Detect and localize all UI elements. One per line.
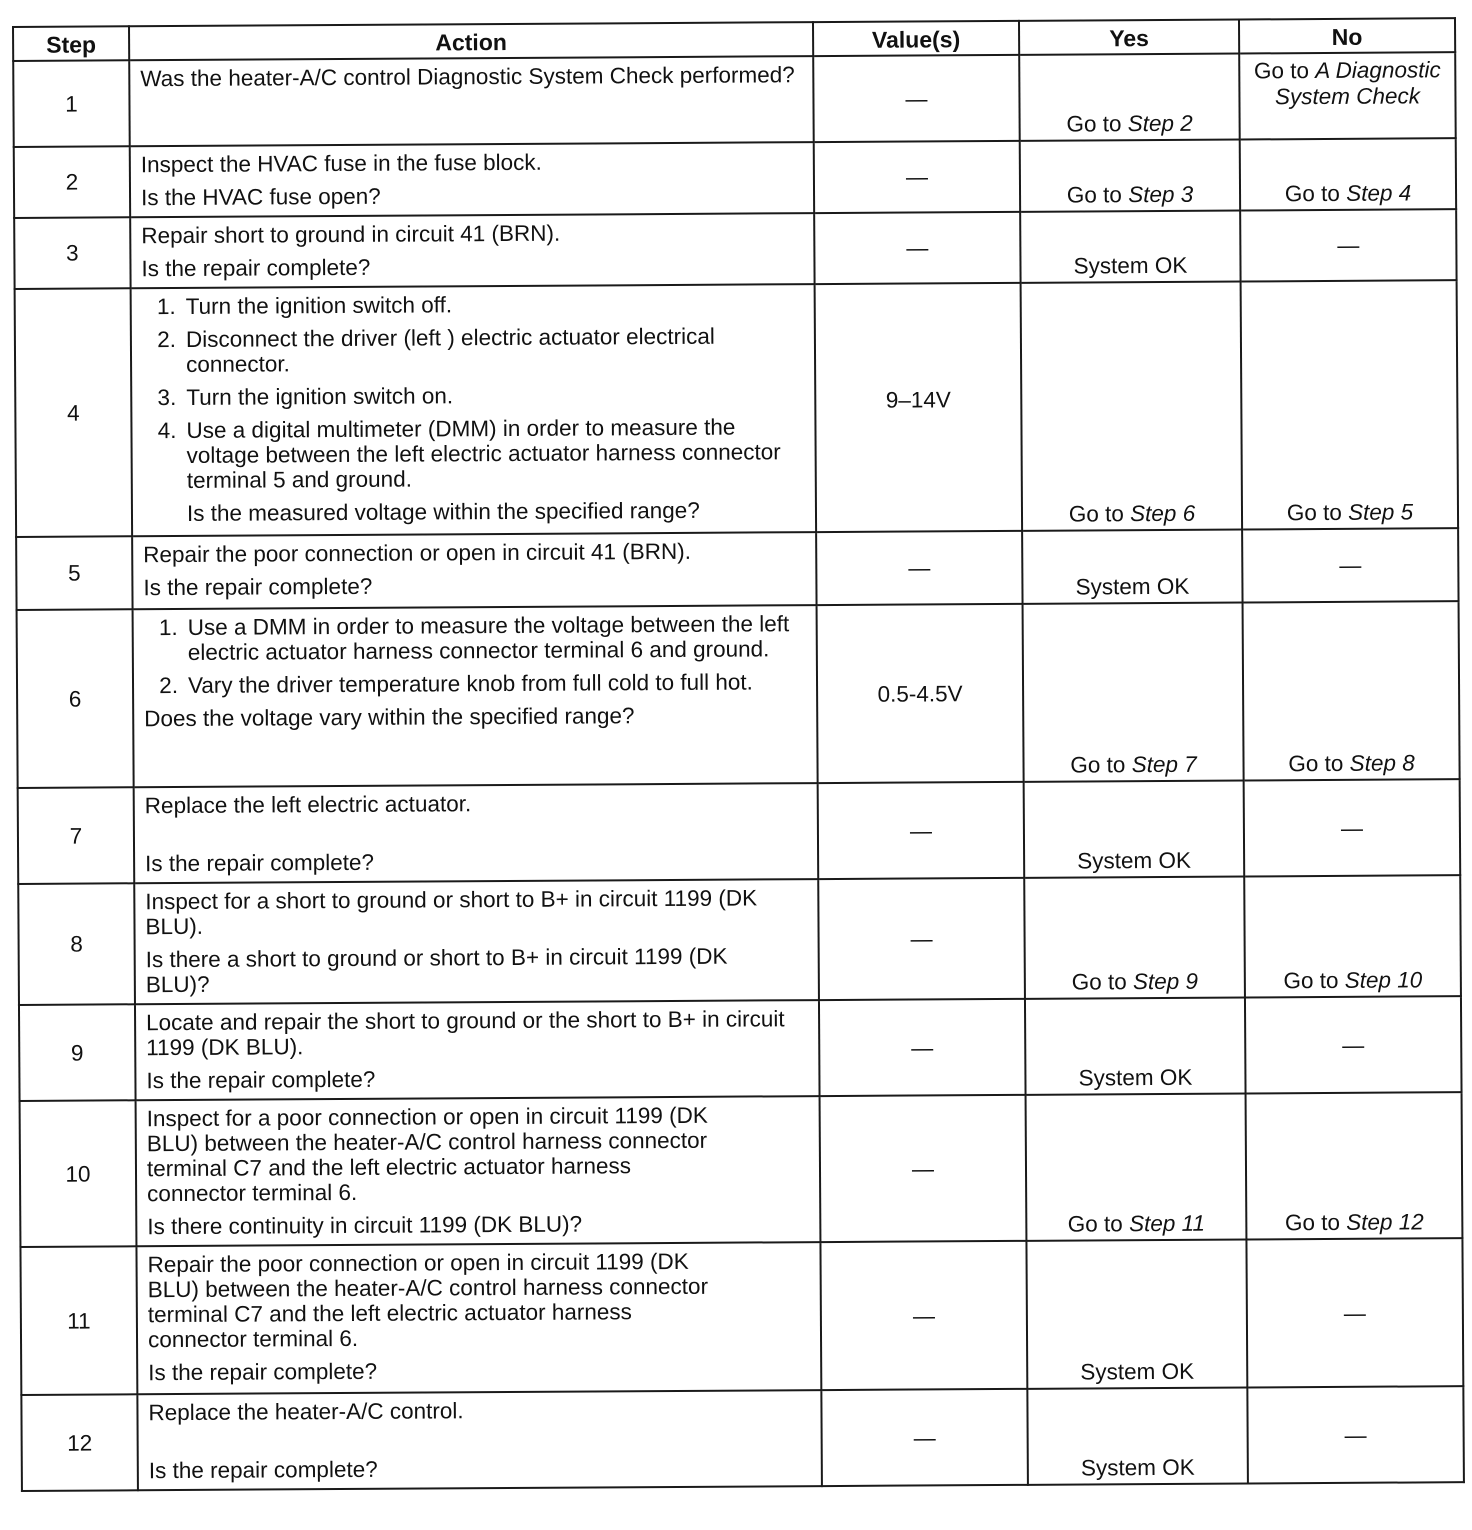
yes-prefix: Go to (1066, 182, 1122, 208)
action-question: Does the voltage vary within the specified range? (144, 703, 635, 732)
table-row (15, 280, 1458, 537)
yes-text: System OK (1078, 1064, 1193, 1091)
action-line: Locate and repair the short to ground or the short to B+ in circuit 1199 (DK BLU). (146, 1006, 785, 1061)
no-step-link: A Diagnostic System Check (1274, 57, 1441, 110)
yes-cell (1024, 780, 1245, 877)
yes-prefix: Go to (1067, 1211, 1123, 1237)
yes-cell (1019, 54, 1240, 141)
yes-text: System OK (1075, 573, 1190, 600)
action-question: Is the measured voltage within the specified range? (186, 497, 700, 526)
value-cell (818, 782, 1025, 879)
no-step-link: Step 4 (1346, 180, 1412, 206)
yes-cell (1026, 1093, 1247, 1240)
value-cell (821, 1389, 1028, 1486)
no-prefix: Go to (1286, 499, 1342, 526)
value-cell (820, 1241, 1027, 1390)
action-cell (134, 783, 819, 883)
yes-step-link: Step 9 (1132, 968, 1199, 995)
value-text: — (913, 1424, 936, 1451)
value-cell (815, 283, 1023, 532)
step-number: 3 (14, 217, 130, 289)
yes-prefix: Go to (1071, 969, 1127, 995)
step-number: 9 (19, 1004, 136, 1101)
value-cell (814, 141, 1020, 213)
header-action: Action (129, 22, 813, 60)
table-row (18, 875, 1461, 1005)
yes-step-link: Step 6 (1130, 500, 1196, 527)
yes-step-link: Step 3 (1128, 181, 1194, 208)
action-item: 3. Turn the ignition switch on. (157, 383, 454, 411)
action-line: Inspect the HVAC fuse in the fuse block. (140, 149, 542, 178)
table-row (21, 1386, 1464, 1491)
yes-cell (1020, 211, 1240, 283)
value-text: — (910, 926, 933, 952)
yes-text: System OK (1080, 1454, 1195, 1481)
value-cell (816, 531, 1022, 605)
value-text: — (905, 85, 928, 112)
action-line: Replace the heater-A/C control. (148, 1398, 464, 1426)
no-cell (1243, 601, 1460, 780)
table-row (19, 996, 1462, 1101)
step-number: 6 (17, 609, 134, 788)
action-question: Is the repair complete? (143, 573, 373, 601)
yes-prefix: Go to (1070, 752, 1126, 778)
header-yes: Yes (1019, 20, 1239, 55)
no-cell (1240, 138, 1456, 210)
no-cell (1245, 996, 1462, 1093)
value-text: — (909, 817, 933, 844)
action-question: Is the repair complete? (141, 254, 371, 282)
action-cell (137, 1390, 822, 1490)
header-values: Value(s) (813, 21, 1019, 56)
action-item: 2. Vary the driver temperature knob from full cold to full hot. (159, 669, 753, 699)
action-question: Is the HVAC fuse open? (140, 183, 381, 211)
yes-cell (1027, 1387, 1248, 1484)
action-line: Inspect for a short to ground or short to B+ in circuit 1199 (DK BLU). (145, 885, 758, 940)
action-cell (133, 605, 818, 787)
value-text: 9–14V (885, 386, 951, 413)
action-line: Inspect for a poor connection or open in circuit 1199 (DK BLU) between the heater-A/C control harness connector terminal C7 and the left electric actuator harness connector terminal 6. (146, 1102, 708, 1207)
action-line: Repair short to ground in circuit 41 (BRN). (141, 220, 561, 249)
value-text: — (912, 1302, 935, 1329)
action-question: Is the repair complete? (148, 1456, 378, 1484)
table-row (14, 209, 1456, 289)
yes-cell (1023, 602, 1244, 781)
table-row (16, 528, 1458, 610)
yes-cell (1020, 140, 1240, 212)
no-step-link: Step 12 (1346, 1209, 1424, 1235)
value-cell (818, 878, 1025, 1000)
action-cell (135, 1000, 820, 1100)
value-text: — (911, 1155, 935, 1182)
action-cell (136, 1096, 821, 1246)
no-text: — (1337, 232, 1360, 258)
step-number: 5 (16, 536, 132, 610)
no-step-link: Step 8 (1349, 750, 1415, 776)
value-text: — (911, 1034, 934, 1061)
header-step: Step (13, 26, 129, 61)
action-item: 2. Disconnect the driver (left ) electric actuator electrical connector. (157, 323, 715, 377)
action-line: Repair the poor connection or open in circuit 1199 (DK BLU) between the heater-A/C control harness connector terminal C7 and the left electric actuator harness connector terminal 6. (147, 1248, 709, 1353)
no-cell (1247, 1386, 1464, 1483)
action-item: 1. Turn the ignition switch off. (156, 292, 453, 320)
no-cell (1241, 280, 1459, 529)
no-cell (1240, 209, 1456, 281)
no-prefix: Go to (1283, 967, 1339, 994)
no-cell (1246, 1092, 1463, 1239)
header-no: No (1239, 18, 1455, 53)
action-cell (130, 213, 814, 288)
yes-step-link: Step 2 (1127, 110, 1193, 137)
action-cell (136, 1242, 821, 1394)
value-text: — (905, 164, 929, 190)
action-cell (134, 879, 819, 1004)
step-number: 8 (18, 883, 135, 1005)
yes-text: System OK (1073, 252, 1188, 279)
step-number: 2 (14, 146, 130, 218)
table-row (20, 1238, 1463, 1395)
value-text: — (908, 555, 931, 581)
value-text: — (906, 235, 929, 261)
value-cell (820, 1095, 1027, 1242)
yes-prefix: Go to (1068, 501, 1124, 527)
action-question: Is there a short to ground or short to B+ in circuit 1199 (DK BLU)? (145, 943, 728, 998)
table-row (18, 779, 1461, 884)
yes-cell (1026, 1239, 1247, 1388)
table-row (14, 138, 1456, 218)
yes-cell (1025, 997, 1246, 1094)
no-cell (1242, 528, 1458, 602)
no-step-link: Step 5 (1348, 499, 1414, 525)
yes-cell (1021, 281, 1243, 530)
value-text: 0.5-4.5V (877, 680, 963, 707)
no-step-link: Step 10 (1344, 967, 1423, 993)
action-cell (132, 532, 816, 609)
yes-prefix: Go to (1066, 111, 1122, 137)
yes-cell (1024, 876, 1245, 998)
action-item: 4. Use a digital multimeter (DMM) in order to measure the voltage between the left electric actuator harness connector terminal 5 and ground. (157, 414, 781, 493)
action-question: Is there continuity in circuit 1199 (DK BLU)? (147, 1211, 583, 1240)
table-row (20, 1092, 1463, 1247)
value-cell (819, 999, 1026, 1096)
step-number: 7 (18, 787, 135, 884)
step-number: 10 (20, 1100, 137, 1247)
action-cell (129, 56, 814, 146)
no-text: — (1343, 1300, 1366, 1326)
no-prefix: Go to (1253, 58, 1310, 84)
no-text: — (1339, 552, 1362, 578)
action-cell (130, 142, 814, 217)
no-cell (1244, 875, 1461, 997)
no-text: — (1342, 1032, 1365, 1058)
action-cell (131, 284, 817, 536)
no-prefix: Go to (1288, 750, 1344, 777)
action-line: Was the heater-A/C control Diagnostic System Check performed? (140, 62, 795, 92)
table-row (17, 601, 1460, 788)
step-number: 12 (21, 1394, 138, 1491)
diagnostic-table (12, 17, 1465, 1492)
yes-step-link: Step 11 (1128, 1210, 1206, 1237)
action-question: Is the repair complete? (145, 849, 375, 877)
value-cell (813, 55, 1020, 142)
action-question: Is the repair complete? (148, 1358, 378, 1386)
action-line: Repair the poor connection or open in circuit 41 (BRN). (143, 538, 692, 568)
action-question: Is the repair complete? (146, 1066, 376, 1094)
yes-cell (1022, 529, 1242, 603)
yes-text: System OK (1080, 1358, 1195, 1385)
step-number: 4 (15, 288, 133, 537)
no-cell (1244, 779, 1461, 876)
step-number: 11 (20, 1246, 137, 1395)
no-prefix: Go to (1284, 1209, 1341, 1236)
no-text: — (1340, 815, 1363, 841)
action-line: Replace the left electric actuator. (144, 791, 472, 819)
no-text: — (1344, 1422, 1367, 1448)
yes-step-link: Step 7 (1131, 751, 1197, 778)
no-cell (1239, 52, 1456, 139)
yes-text: System OK (1077, 847, 1192, 874)
value-cell (817, 604, 1024, 783)
value-cell (814, 212, 1020, 284)
action-item: 1. Use a DMM in order to measure the voltage between the left electric actuator harness connector terminal 6 and ground. (158, 611, 790, 665)
step-number: 1 (13, 60, 130, 147)
table-row (13, 52, 1455, 147)
no-prefix: Go to (1284, 180, 1340, 207)
no-cell (1246, 1238, 1463, 1387)
